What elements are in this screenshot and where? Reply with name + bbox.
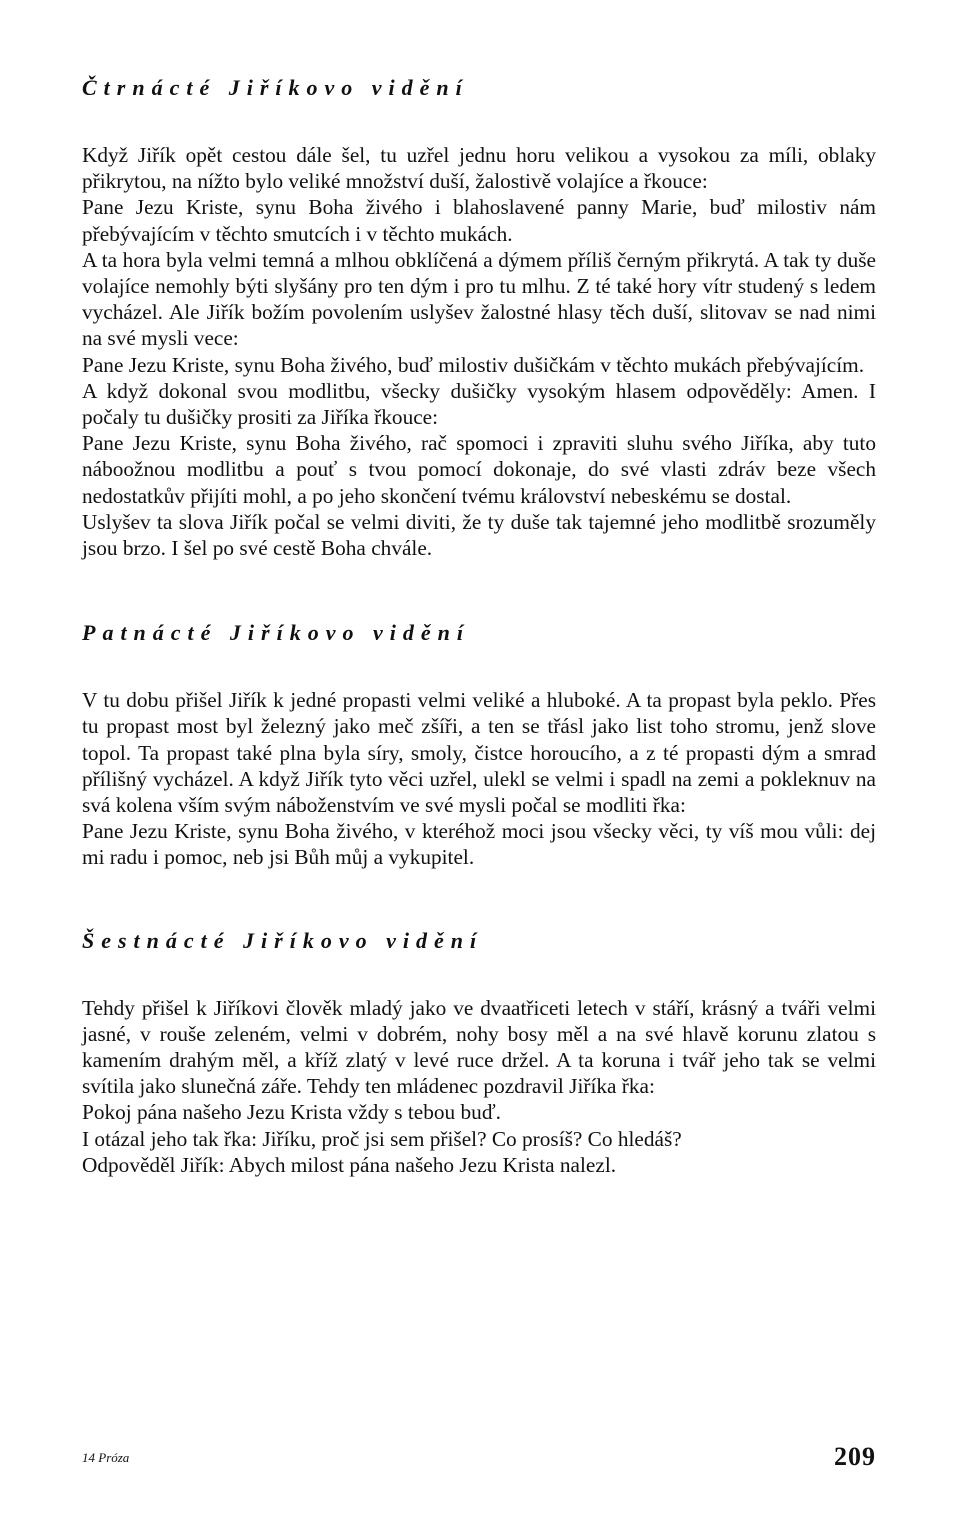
- paragraph: A když dokonal svou modlitbu, všecky dušičky vysokým hlasem odpověděly: Amen. I počaly tu dušičky prositi za Jiříka řkouce:: [82, 378, 876, 430]
- section-spacer: [82, 871, 876, 927]
- paragraph: Tehdy přišel k Jiříkovi člověk mladý jako ve dvaatřiceti letech v stáří, krásný a tváři velmi jasné, v rouše zeleném, velmi v dobrém, nohy bosy měl a na své hlavě korunu zlatou s kamením drahým měl, a kříž zlatý v levé ruce držel. A ta koruna i tvář jeho tak se velmi svítila jako slunečná záře. Tehdy ten mládenec pozdravil Jiříka řka:: [82, 995, 876, 1099]
- page-footer: [82, 1442, 876, 1482]
- paragraph: Uslyšev ta slova Jiřík počal se velmi diviti, že ty duše tak tajemné jeho modlitbě srozuměly jsou brzo. I šel po své cestě Boha chvále.: [82, 509, 876, 561]
- page-number: 209: [834, 1442, 876, 1471]
- paragraph: Pane Jezu Kriste, synu Boha živého, v kteréhož moci jsou všecky věci, ty víš mou vůli: dej mi radu i pomoc, neb jsi Bůh můj a vykupitel.: [82, 819, 876, 870]
- paragraph: Když Jiřík opět cestou dále šel, tu uzřel jednu horu velikou a vysokou za míli, oblaky přikrytou, na nížto bylo veliké množství duší, žalostivě volajíce a řkouce:: [82, 143, 876, 194]
- paragraph: I otázal jeho tak řka: Jiříku, proč jsi sem přišel? Co prosíš? Co hledáš?: [82, 1126, 682, 1151]
- section-spacer: [82, 561, 876, 619]
- signature-mark: 14 Próza: [82, 1450, 130, 1465]
- section-heading: Čtrnácté Jiříkovo vidění: [82, 75, 469, 100]
- paragraph: A ta hora byla velmi temná a mlhou obklíčená a dýmem příliš černým přikrytá. A tak ty duše volajíce nemohly býti slyšány pro ten dým i pro tu mlhu. Z té také hory vítr studený s ledem vycházel. Ale Jiřík božím povolením uslyšev žalostné hlasy těch duší, slitovav se nad nimi na své mysli vece:: [82, 247, 876, 351]
- section-14: [82, 74, 876, 561]
- paragraph: V tu dobu přišel Jiřík k jedné propasti velmi veliké a hluboké. A ta propast byla peklo. Přes tu propast most byl železný jako meč zšíři, a ten se třásl jako list toho stromu, jenž slove topol. Ta propast také plna byla síry, smoly, čistce horoucího, a z té propasti dým a smrad přílišný vycházel. A když Jiřík tyto věci uzřel, ulekl se velmi i spadl na zemi a pokleknuv na svá kolena vším svým náboženstvím ve své mysli počal se modliti řka:: [82, 688, 876, 818]
- paragraph: Odpověděl Jiřík: Abych milost pána našeho Jezu Krista nalezl.: [82, 1152, 617, 1177]
- section-heading: Patnácté Jiříkovo vidění: [82, 620, 470, 646]
- paragraph: Pane Jezu Kriste, synu Boha živého, buď milostiv dušičkám v těchto mukách přebývajícím.: [82, 352, 865, 377]
- section-15: [82, 619, 876, 870]
- paragraph: Pane Jezu Kriste, synu Boha živého, rač spomoci i zpraviti sluhu svého Jiříka, aby tuto náboožnou modlitbu a pouť s tvou pomocí dokonaje, do své vlasti zdráv beze všech nedostatkův přijíti mohl, a po jeho skončení tvému království nebeskému se dostal.: [82, 431, 876, 508]
- section-16: [82, 927, 876, 1178]
- paragraph: Pokoj pána našeho Jezu Krista vždy s tebou buď.: [82, 1100, 501, 1125]
- page-body: [82, 74, 876, 1178]
- paragraph: Pane Jezu Kriste, synu Boha živého i blahoslavené panny Marie, buď milostiv nám přebývajícím v těchto smutcích i v těchto mukách.: [82, 195, 876, 246]
- section-heading: Šestnácté Jiříkovo vidění: [82, 927, 484, 953]
